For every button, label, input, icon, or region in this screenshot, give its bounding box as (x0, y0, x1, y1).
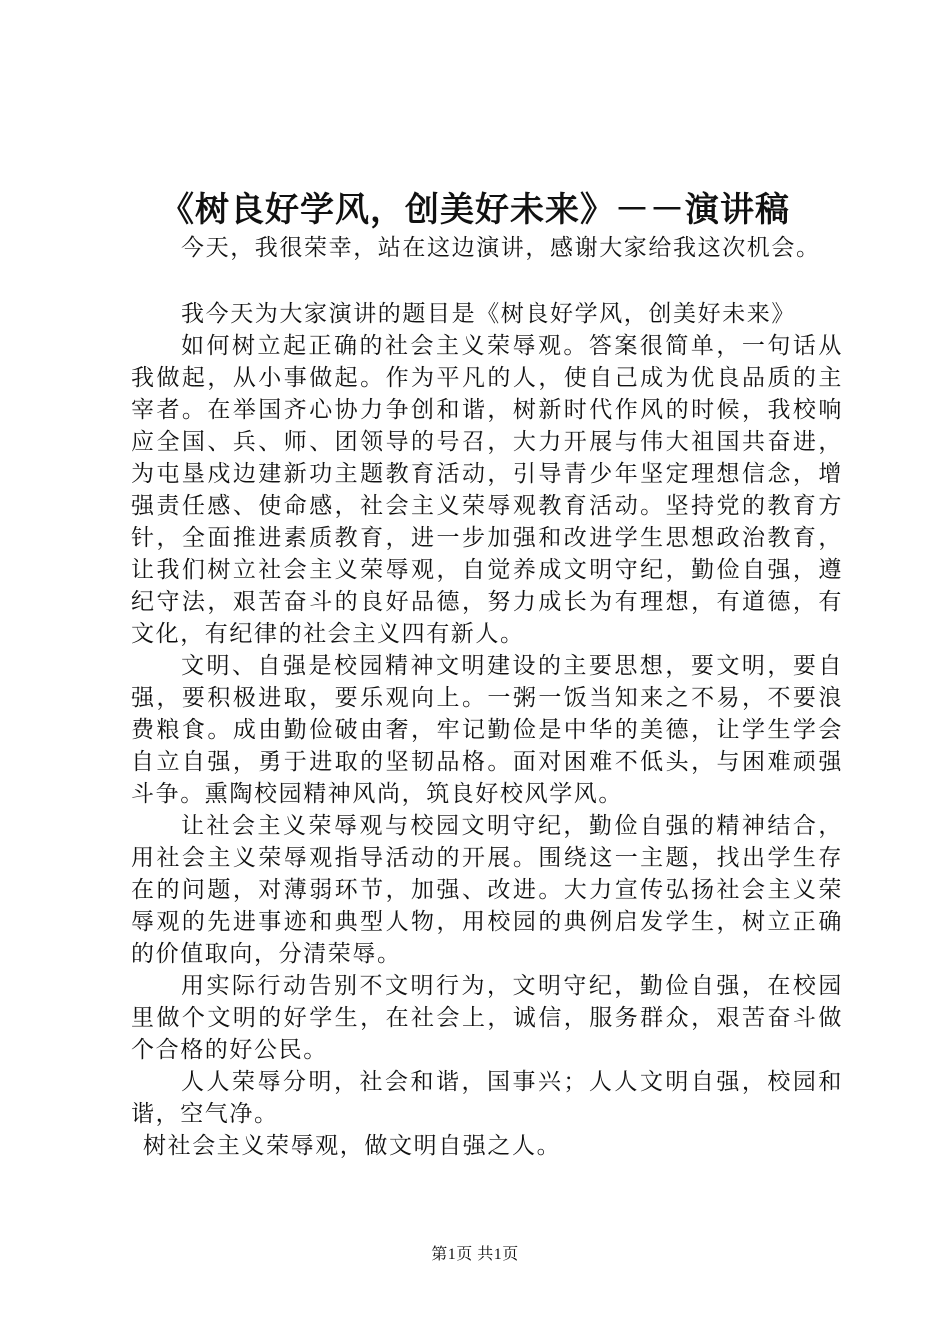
paragraph-civility: 文明、自强是校园精神文明建设的主要思想，要文明，要自强，要积极进取，要乐观向上。一粥一饭当知来之不易，不要浪费粮食。成由勤俭破由奢，牢记勤俭是中华的美德，让学生学会自立自强，勇于进取的坚韧品格。面对困难不低头，与困难顽强斗争。熏陶校园精神风尚，筑良好校风学风。 (131, 653, 843, 807)
page-number-footer: 第1页 共1页 (431, 1246, 519, 1263)
paragraph-combine: 让社会主义荣辱观与校园文明守纪，勤俭自强的精神结合，用社会主义荣辱观指导活动的开展。围绕这一主题，找出学生存在的问题，对薄弱环节，加强、改进。大力宣传弘扬社会主义荣辱观的先进事迹和典型人物，用校园的典例启发学生，树立正确的价值取向，分清荣辱。 (131, 813, 843, 967)
paragraph-honor-view: 如何树立起正确的社会主义荣辱观。答案很简单，一句话从我做起，从小事做起。作为平凡的人，使自己成为优良品质的主宰者。在举国齐心协力争创和谐，树新时代作风的时候，我校响应全国、兵、师、团领导的号召，大力开展与伟大祖国共奋进，为屯垦戍边建新功主题教育活动，引导青少年坚定理想信念，增强责任感、使命感，社会主义荣辱观教育活动。坚持党的教育方针，全面推进素质教育，进一步加强和改进学生思想政治教育，让我们树立社会主义荣辱观，自觉养成文明守纪，勤俭自强，遵纪守法，艰苦奋斗的良好品德，努力成长为有理想，有道德，有文化，有纪律的社会主义四有新人。 (131, 333, 843, 647)
paragraph-closing: 树社会主义荣辱观，做文明自强之人。 (143, 1133, 562, 1159)
document-title: 《树良好学风，创美好未来》－－演讲稿 (160, 190, 790, 230)
document-body (131, 232, 843, 1162)
paragraph-greeting: 今天，我很荣幸，站在这边演讲，感谢大家给我这次机会。 (181, 235, 821, 261)
paragraph-action: 用实际行动告别不文明行为，文明守纪，勤俭自强，在校园里做个文明的好学生，在社会上，诚信，服务群众，艰苦奋斗做个合格的好公民。 (131, 973, 843, 1063)
paragraph-harmony: 人人荣辱分明，社会和谐，国事兴；人人文明自强，校园和谐，空气净。 (131, 1069, 843, 1127)
paragraph-topic: 我今天为大家演讲的题目是《树良好学风，创美好未来》 (181, 301, 796, 327)
